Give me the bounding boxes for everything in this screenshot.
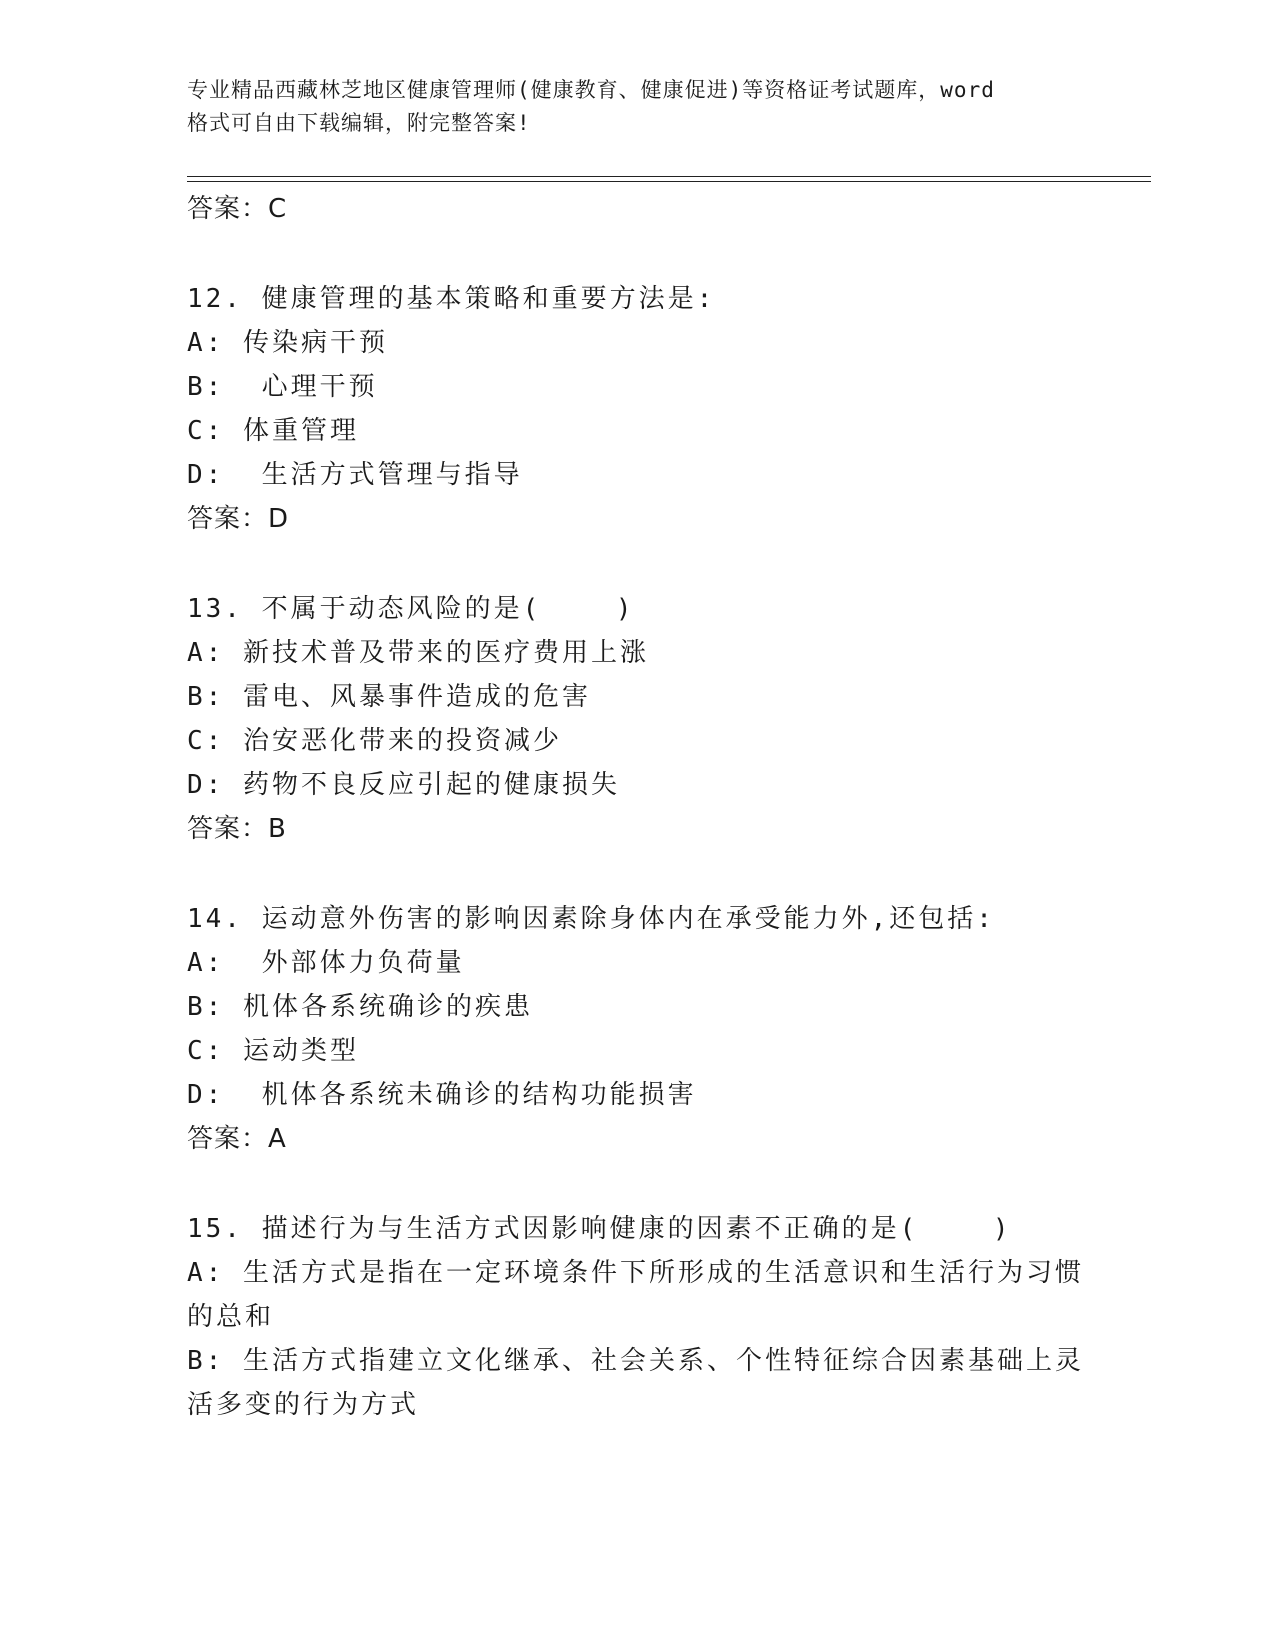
question-15-option-b: B: 生活方式指建立文化继承、社会关系、个性特征综合因素基础上灵: [187, 1346, 1084, 1376]
question-14-answer: 答案：A: [187, 1124, 287, 1154]
question-12-stem: 12. 健康管理的基本策略和重要方法是:: [187, 284, 716, 314]
question-13-option-a: A: 新技术普及带来的医疗费用上涨: [187, 638, 649, 668]
question-12-option-b: B: 心理干预: [187, 372, 378, 402]
question-13-stem: 13. 不属于动态风险的是( ): [187, 594, 635, 624]
question-12-answer: 答案：D: [187, 504, 290, 534]
header-divider-bottom: [187, 181, 1151, 182]
previous-answer: 答案：C: [187, 194, 288, 224]
question-13-option-d: D: 药物不良反应引起的健康损失: [187, 770, 620, 800]
question-15-option-b-cont: 活多变的行为方式: [187, 1390, 420, 1420]
question-12-option-d: D: 生活方式管理与指导: [187, 460, 523, 490]
question-12-option-c: C: 体重管理: [187, 416, 359, 446]
header-line-1: 专业精品西藏林芝地区健康管理师(健康教育、健康促进)等资格证考试题库，word: [187, 78, 995, 102]
document-header: [187, 74, 1087, 140]
question-14-option-d: D: 机体各系统未确诊的结构功能损害: [187, 1080, 697, 1110]
question-12-option-a: A: 传染病干预: [187, 328, 388, 358]
question-14-option-b: B: 机体各系统确诊的疾患: [187, 992, 533, 1022]
header-line-2: 格式可自由下载编辑，附完整答案!: [187, 111, 531, 135]
question-14-option-a: A: 外部体力负荷量: [187, 948, 465, 978]
question-15-stem: 15. 描述行为与生活方式因影响健康的因素不正确的是( ): [187, 1214, 1012, 1244]
question-14-option-c: C: 运动类型: [187, 1036, 359, 1066]
question-15-option-a: A: 生活方式是指在一定环境条件下所形成的生活意识和生活行为习惯: [187, 1258, 1084, 1288]
question-14-stem: 14. 运动意外伤害的影响因素除身体内在承受能力外,还包括:: [187, 904, 995, 934]
question-13-option-b: B: 雷电、风暴事件造成的危害: [187, 682, 591, 712]
question-15-option-a-cont: 的总和: [187, 1302, 275, 1332]
question-13-option-c: C: 治安恶化带来的投资减少: [187, 726, 562, 756]
header-divider-top: [187, 176, 1151, 177]
question-13-answer: 答案：B: [187, 814, 287, 844]
